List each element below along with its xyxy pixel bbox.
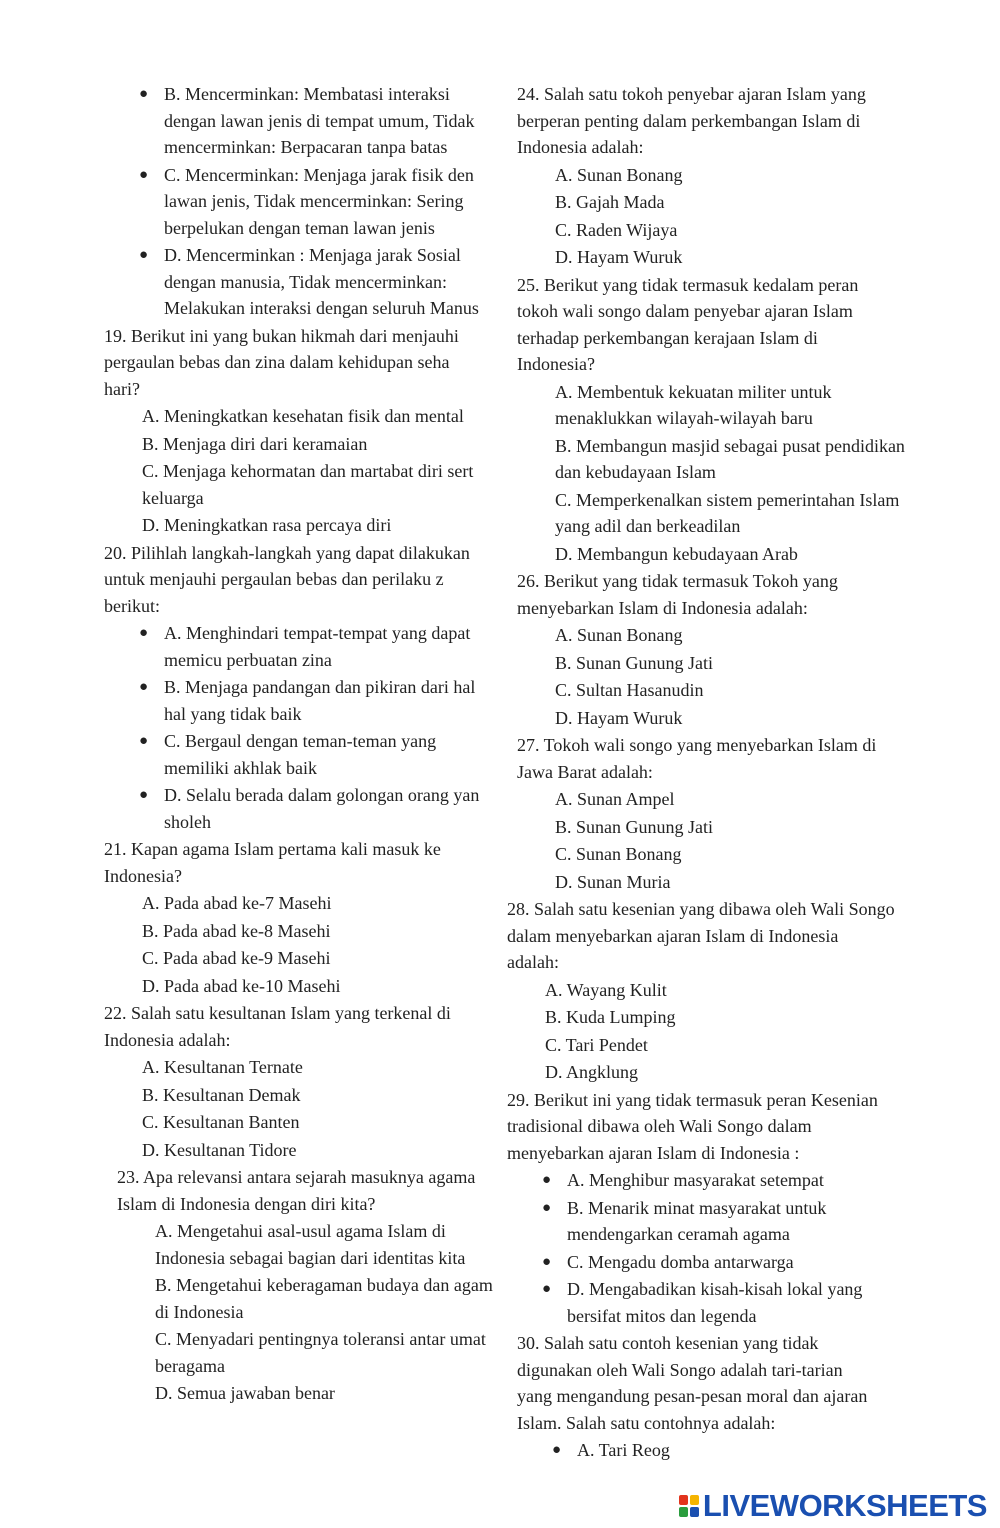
text-line: 19. Berikut ini yang bukan hikmah dari menjauhi — [104, 325, 459, 346]
answer-option[interactable] — [104, 403, 504, 430]
text-line: 28. Salah satu kesenian yang dibawa oleh Wali Songo — [507, 899, 895, 919]
answer-option[interactable] — [104, 620, 504, 673]
text-line: A. Mengetahui asal-usul agama Islam di — [155, 1221, 446, 1241]
question-q21 — [104, 836, 504, 999]
text-line: Indonesia adalah: — [517, 137, 644, 157]
answer-option[interactable] — [517, 162, 967, 189]
question-q19 — [104, 323, 504, 539]
answer-option[interactable] — [507, 1249, 967, 1276]
answer-option[interactable] — [517, 244, 967, 271]
text-line: Islam. Salah satu contohnya adalah: — [517, 1412, 776, 1433]
answer-option[interactable] — [104, 162, 504, 242]
text-line: lawan jenis, Tidak mencerminkan: Sering — [164, 191, 464, 211]
text-line: 30. Salah satu contoh kesenian yang tidak — [517, 1333, 819, 1353]
text-line: ● C. Mencerminkan: Menjaga jarak fisik den — [164, 164, 474, 185]
answer-option[interactable] — [517, 189, 967, 216]
text-line: beragama — [155, 1355, 225, 1376]
text-line: dan kebudayaan Islam — [555, 462, 716, 482]
text-line: untuk menjauhi pergaulan bebas dan perilaku z — [104, 569, 444, 589]
question-stem — [104, 540, 504, 620]
question-stem — [104, 836, 504, 889]
text-line: dengan lawan jenis di tempat umum, Tidak — [164, 110, 475, 131]
question-stem — [104, 323, 504, 403]
answer-option[interactable] — [517, 433, 967, 486]
text-line: ● D. Selalu berada dalam golongan orang yan — [164, 785, 480, 805]
text-line: hari? — [104, 378, 140, 399]
text-line: memicu perbuatan zina — [164, 649, 332, 670]
liveworksheets-logo — [679, 1486, 987, 1526]
text-line: C. Raden Wijaya — [555, 219, 678, 240]
text-line: yang mengandung pesan-pesan moral dan ajaran — [517, 1386, 868, 1406]
text-line: A. Sunan Ampel — [555, 789, 675, 809]
text-line: C. Kesultanan Banten — [142, 1112, 300, 1132]
text-line: B. Gajah Mada — [555, 192, 665, 212]
text-line: D. Kesultanan Tidore — [142, 1139, 297, 1160]
text-line: D. Meningkatkan rasa percaya diri — [142, 515, 392, 535]
answer-option[interactable] — [507, 1004, 967, 1031]
text-line: A. Pada abad ke-7 Masehi — [142, 893, 332, 913]
question-stem — [507, 896, 967, 976]
text-line: ● B. Menarik minat masyarakat untuk — [567, 1197, 827, 1218]
answer-option[interactable] — [104, 81, 504, 161]
answer-option[interactable] — [517, 705, 967, 732]
answer-option[interactable] — [517, 487, 967, 540]
answer-option[interactable] — [507, 1032, 967, 1059]
text-line: tradisional dibawa oleh Wali Songo dalam — [507, 1116, 812, 1136]
question-stem — [517, 732, 967, 785]
text-line: Indonesia? — [104, 865, 182, 886]
text-line: 24. Salah satu tokoh penyebar ajaran Islam yang — [517, 84, 866, 104]
answer-option[interactable] — [117, 1272, 504, 1325]
text-line: ● C. Bergaul dengan teman-teman yang — [164, 731, 437, 751]
text-line: Indonesia? — [517, 354, 595, 374]
text-line: 20. Pilihlah langkah-langkah yang dapat dilakukan — [104, 542, 470, 563]
answer-option[interactable] — [517, 622, 967, 649]
question-q28 — [507, 896, 967, 1086]
text-line: 22. Salah satu kesultanan Islam yang terkenal di — [104, 1003, 451, 1023]
answer-option[interactable] — [104, 512, 504, 539]
text-line: D. Sunan Muria — [555, 871, 671, 892]
text-line: 29. Berikut ini yang tidak termasuk peran Kesenian — [507, 1089, 878, 1110]
answer-option[interactable] — [517, 650, 967, 677]
question-stem — [517, 568, 967, 621]
question-q26 — [517, 568, 967, 731]
question-stem — [507, 1087, 967, 1167]
text-line: pergaulan bebas dan zina dalam kehidupan seha — [104, 352, 450, 372]
text-line: dalam menyebarkan ajaran Islam di Indonesia — [507, 925, 839, 946]
text-line: C. Tari Pendet — [545, 1034, 648, 1055]
answer-option[interactable] — [104, 1137, 504, 1164]
answer-option[interactable] — [104, 1082, 504, 1109]
answer-option[interactable] — [517, 869, 967, 896]
text-line: 27. Tokoh wali songo yang menyebarkan Islam di — [517, 735, 877, 755]
text-line: mencerminkan: Berpacaran tanpa batas — [164, 137, 448, 157]
text-line: C. Menjaga kehormatan dan martabat diri sert — [142, 461, 474, 481]
answer-option[interactable] — [104, 1109, 504, 1136]
text-line: D. Membangun kebudayaan Arab — [555, 543, 798, 564]
question-q23 — [117, 1164, 504, 1407]
question-stem — [117, 1164, 504, 1217]
answer-option[interactable] — [507, 1059, 967, 1086]
answer-option[interactable] — [517, 379, 967, 432]
text-line: ● D. Mencerminkan : Menjaga jarak Sosial — [164, 245, 461, 265]
text-line: A. Meningkatkan kesehatan fisik dan mental — [142, 406, 464, 426]
answer-option[interactable] — [104, 674, 504, 727]
answer-option[interactable] — [517, 841, 967, 868]
question-q25 — [517, 272, 967, 568]
text-line: D. Semua jawaban benar — [155, 1383, 335, 1403]
answer-option[interactable] — [117, 1218, 504, 1271]
text-line: mendengarkan ceramah agama — [567, 1224, 790, 1244]
text-line: bersifat mitos dan legenda — [567, 1305, 757, 1326]
text-line: berperan penting dalam perkembangan Islam di — [517, 110, 861, 131]
text-line: ● C. Mengadu domba antarwarga — [567, 1251, 794, 1272]
text-line: ● A. Tari Reog — [577, 1440, 670, 1460]
text-line: berpelukan dengan teman lawan jenis — [164, 217, 435, 238]
question-q30 — [517, 1330, 967, 1464]
text-line: Melakukan interaksi dengan seluruh Manus — [164, 298, 479, 318]
text-line: di Indonesia — [155, 1301, 244, 1322]
text-line: D. Hayam Wuruk — [555, 707, 683, 728]
answer-option[interactable] — [517, 677, 967, 704]
text-line: menyebarkan Islam di Indonesia adalah: — [517, 597, 808, 618]
question-stem — [104, 1000, 504, 1053]
answer-option[interactable] — [104, 458, 504, 511]
text-line: tokoh wali songo dalam penyebar ajaran Islam — [517, 301, 853, 321]
text-line: keluarga — [142, 487, 204, 508]
text-line: ● D. Mengabadikan kisah-kisah lokal yang — [567, 1279, 863, 1299]
text-line: A. Sunan Bonang — [555, 164, 683, 185]
question-q22 — [104, 1000, 504, 1163]
text-line: B. Pada abad ke-8 Masehi — [142, 920, 331, 941]
text-line: C. Sunan Bonang — [555, 844, 682, 864]
text-line: 26. Berikut yang tidak termasuk Tokoh yang — [517, 571, 838, 591]
answer-option[interactable] — [117, 1326, 504, 1379]
question-q18_options — [104, 81, 504, 322]
text-line: C. Pada abad ke-9 Masehi — [142, 948, 331, 968]
text-line: A. Sunan Bonang — [555, 625, 683, 645]
text-line: berikut: — [104, 595, 160, 616]
text-line: Jawa Barat adalah: — [517, 761, 653, 782]
text-line: yang adil dan berkeadilan — [555, 516, 741, 536]
text-line: B. Kesultanan Demak — [142, 1084, 301, 1105]
text-line: C. Sultan Hasanudin — [555, 680, 704, 700]
question-q20 — [104, 540, 504, 836]
text-line: B. Mengetahui keberagaman budaya dan agam — [155, 1275, 493, 1295]
answer-option[interactable] — [507, 1276, 967, 1329]
question-stem — [517, 272, 967, 378]
text-line: A. Membentuk kekuatan militer untuk — [555, 381, 832, 402]
text-line: sholeh — [164, 811, 211, 832]
answer-option[interactable] — [517, 786, 967, 813]
answer-option[interactable] — [517, 1437, 967, 1464]
answer-option[interactable] — [104, 1054, 504, 1081]
question-stem — [517, 1330, 967, 1436]
answer-option[interactable] — [517, 217, 967, 244]
text-line: A. Kesultanan Ternate — [142, 1057, 303, 1077]
text-line: 21. Kapan agama Islam pertama kali masuk ke — [104, 839, 441, 859]
answer-option[interactable] — [104, 945, 504, 972]
text-line: B. Menjaga diri dari keramaian — [142, 433, 368, 454]
answer-option[interactable] — [104, 890, 504, 917]
question-q29 — [507, 1087, 967, 1330]
text-line: ● A. Menghindari tempat-tempat yang dapat — [164, 623, 471, 643]
right-column — [507, 81, 967, 1465]
text-line: digunakan oleh Wali Songo adalah tari-tarian — [517, 1359, 843, 1380]
answer-option[interactable] — [507, 1167, 967, 1194]
text-line: menyebarkan ajaran Islam di Indonesia : — [507, 1142, 800, 1163]
text-line: adalah: — [507, 952, 559, 972]
text-line: D. Angklung — [545, 1062, 639, 1082]
answer-option[interactable] — [104, 973, 504, 1000]
logo-mark-icon — [679, 1495, 699, 1517]
question-stem — [517, 81, 967, 161]
text-line: ● B. Menjaga pandangan dan pikiran dari hal — [164, 677, 476, 697]
question-q27 — [517, 732, 967, 895]
left-column — [104, 81, 504, 1408]
text-line: B. Sunan Gunung Jati — [555, 816, 714, 837]
question-q24 — [517, 81, 967, 271]
text-line: C. Memperkenalkan sistem pemerintahan Islam — [555, 489, 900, 510]
text-line: menaklukkan wilayah-wilayah baru — [555, 408, 813, 428]
text-line: ● A. Menghibur masyarakat setempat — [567, 1170, 824, 1190]
answer-option[interactable] — [517, 541, 967, 568]
answer-option[interactable] — [104, 918, 504, 945]
answer-option[interactable] — [104, 242, 504, 322]
text-line: Indonesia adalah: — [104, 1029, 231, 1050]
text-line: D. Pada abad ke-10 Masehi — [142, 975, 341, 996]
answer-option[interactable] — [507, 977, 967, 1004]
text-line: ● B. Mencerminkan: Membatasi interaksi — [164, 84, 450, 104]
text-line: 25. Berikut yang tidak termasuk kedalam peran — [517, 274, 859, 295]
text-line: hal yang tidak baik — [164, 703, 302, 724]
text-line: B. Membangun masjid sebagai pusat pendidikan — [555, 435, 905, 456]
text-line: B. Kuda Lumping — [545, 1007, 676, 1027]
text-line: memiliki akhlak baik — [164, 757, 317, 778]
answer-option[interactable] — [104, 782, 504, 835]
text-line: A. Wayang Kulit — [545, 979, 667, 1000]
text-line: B. Sunan Gunung Jati — [555, 652, 714, 673]
answer-option[interactable] — [104, 728, 504, 781]
answer-option[interactable] — [507, 1195, 967, 1248]
answer-option[interactable] — [117, 1380, 504, 1407]
text-line: D. Hayam Wuruk — [555, 247, 683, 267]
text-line: C. Menyadari pentingnya toleransi antar umat — [155, 1329, 486, 1349]
text-line: dengan manusia, Tidak mencerminkan: — [164, 271, 447, 292]
answer-option[interactable] — [104, 431, 504, 458]
text-line: Indonesia sebagai bagian dari identitas kita — [155, 1247, 466, 1268]
text-line: terhadap perkembangan kerajaan Islam di — [517, 327, 818, 348]
text-line: 23. Apa relevansi antara sejarah masuknya agama — [117, 1167, 476, 1187]
text-line: Islam di Indonesia dengan diri kita? — [117, 1193, 376, 1214]
answer-option[interactable] — [517, 814, 967, 841]
logo-text: LIVEWORKSHEETS — [702, 1487, 987, 1523]
